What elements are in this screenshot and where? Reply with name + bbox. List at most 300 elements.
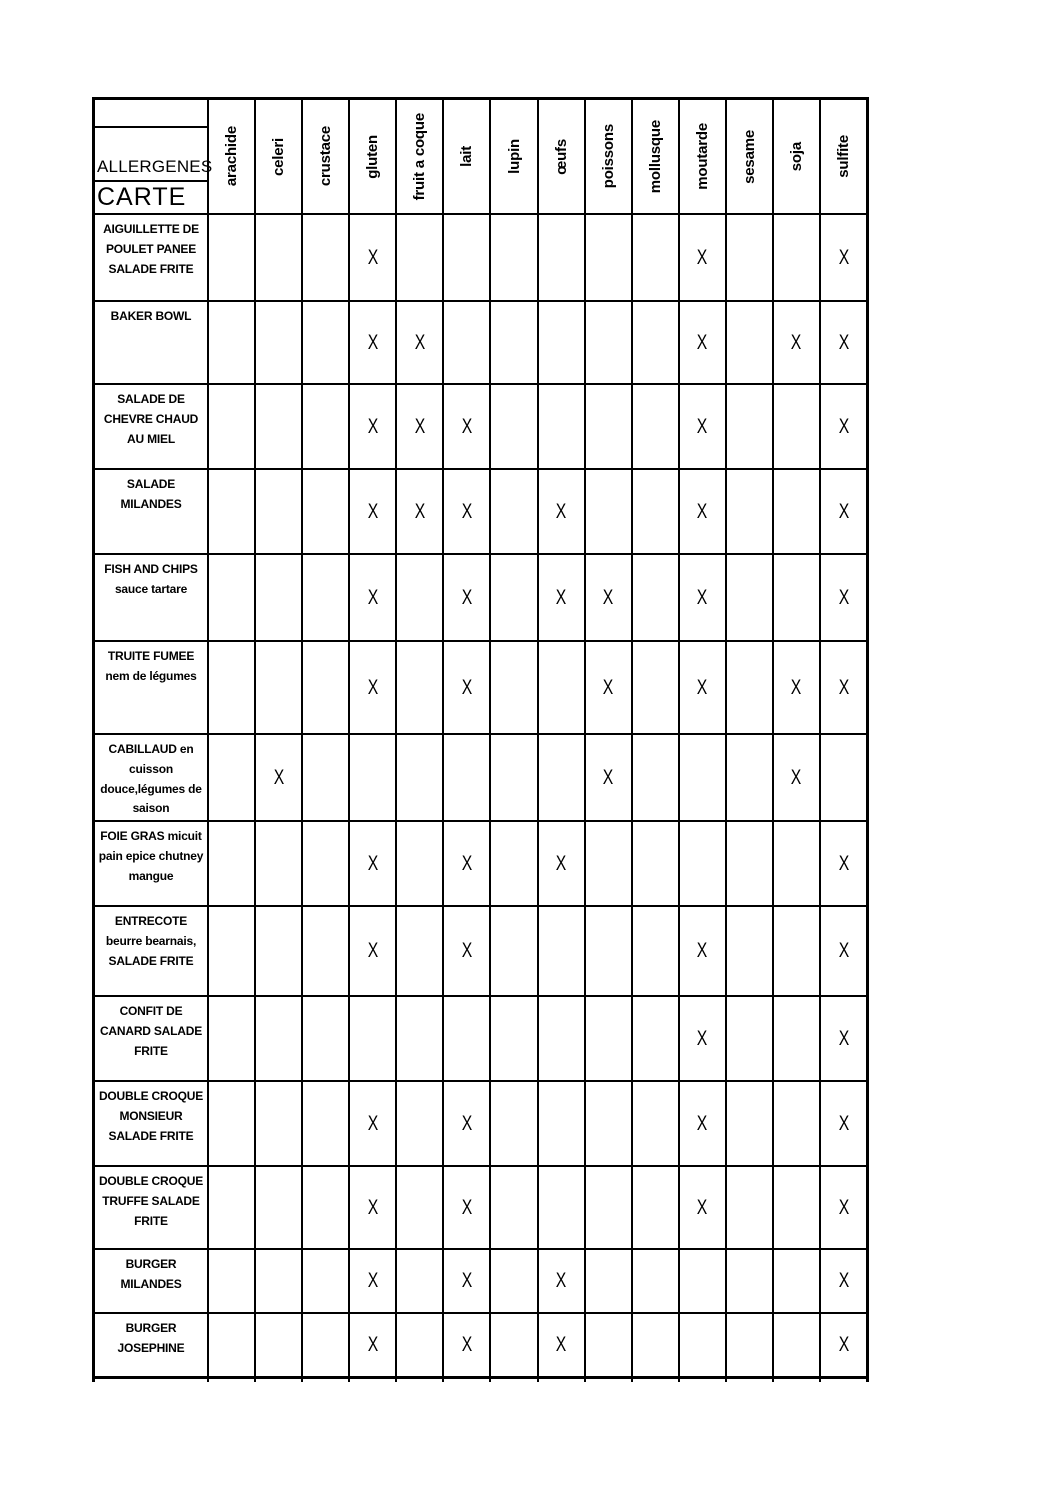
empty-mark-cell — [537, 1082, 584, 1165]
allergen-mark-cell-sulfite — [819, 907, 866, 995]
empty-mark-cell — [207, 1082, 254, 1165]
allergen-mark-cell-gluten — [348, 555, 395, 640]
dish-row-cabillaud-en-cuisson-douce-leg — [95, 733, 866, 820]
dish-row-salade-de-chevre-chaud-au-miel — [95, 383, 866, 468]
allergen-mark-cell-sulfite — [819, 555, 866, 640]
dish-row-burger-josephine — [95, 1312, 866, 1376]
empty-mark-cell — [725, 642, 772, 733]
column-header-crustace — [301, 100, 348, 213]
empty-mark-cell — [207, 1250, 254, 1312]
empty-mark-cell — [772, 1314, 819, 1376]
empty-mark-cell — [584, 215, 631, 300]
x-mark: X — [555, 499, 567, 523]
allergen-mark-cell-moutarde — [678, 470, 725, 553]
allergen-mark-cell-sulfite — [819, 642, 866, 733]
allergen-mark-cell-sulfite — [819, 997, 866, 1080]
stub-cell — [819, 1379, 866, 1382]
x-mark: X — [414, 330, 426, 354]
allergen-mark-cell-oeufs — [537, 1250, 584, 1312]
empty-mark-cell — [537, 997, 584, 1080]
dish-name: TRUITE FUMEE nem de légumes — [105, 649, 197, 683]
partial-cutoff-row — [95, 1376, 866, 1382]
allergen-mark-cell-oeufs — [537, 555, 584, 640]
column-header-celeri — [254, 100, 301, 213]
empty-mark-cell — [254, 555, 301, 640]
stub-cell — [301, 1379, 348, 1382]
x-mark: X — [838, 414, 849, 438]
x-mark: X — [838, 1111, 849, 1135]
column-header-label: sesame — [740, 129, 758, 184]
dish-row-double-croque-monsieur-salade- — [95, 1080, 866, 1165]
empty-mark-cell — [678, 1250, 725, 1312]
dish-name: DOUBLE CROQUE MONSIEUR SALADE FRITE — [98, 1089, 204, 1143]
x-mark: X — [697, 1195, 708, 1219]
empty-mark-cell — [631, 555, 678, 640]
x-mark: X — [838, 1026, 849, 1050]
x-mark: X — [697, 939, 708, 962]
x-mark: X — [838, 1269, 849, 1292]
dish-name: FOIE GRAS micuit pain epice chutney mangue — [98, 829, 204, 883]
empty-mark-cell — [301, 215, 348, 300]
empty-mark-cell — [207, 997, 254, 1080]
x-mark: X — [461, 851, 473, 875]
column-header-sesame — [725, 100, 772, 213]
x-mark: X — [555, 1269, 567, 1292]
allergen-mark-cell-lait — [442, 1082, 489, 1165]
allergen-mark-cell-oeufs — [537, 822, 584, 905]
allergen-mark-cell-lait — [442, 907, 489, 995]
dish-row-baker-bowl — [95, 300, 866, 383]
empty-mark-cell — [489, 215, 536, 300]
x-mark: X — [697, 414, 708, 438]
empty-mark-cell — [395, 735, 442, 820]
allergen-mark-cell-sulfite — [819, 1082, 866, 1165]
allergen-mark-cell-moutarde — [678, 1167, 725, 1248]
dish-name: SALADE MILANDES — [120, 477, 182, 511]
x-mark: X — [602, 765, 614, 789]
allergen-mark-cell-oeufs — [537, 1314, 584, 1376]
column-header-gluten — [348, 100, 395, 213]
empty-mark-cell — [254, 385, 301, 468]
empty-mark-cell — [348, 997, 395, 1080]
empty-mark-cell — [207, 735, 254, 820]
stub-cell — [395, 1379, 442, 1382]
empty-mark-cell — [537, 642, 584, 733]
allergen-mark-cell-lait — [442, 822, 489, 905]
empty-mark-cell — [207, 385, 254, 468]
stub-cell — [442, 1379, 489, 1382]
empty-mark-cell — [537, 302, 584, 383]
empty-mark-cell — [537, 215, 584, 300]
table-title-allergenes: ALLERGENES — [95, 128, 207, 182]
empty-mark-cell — [442, 302, 489, 383]
x-mark: X — [461, 499, 473, 523]
empty-mark-cell — [395, 642, 442, 733]
empty-mark-cell — [395, 1167, 442, 1248]
dish-name: BURGER MILANDES — [120, 1257, 182, 1291]
dish-row-burger-milandes — [95, 1248, 866, 1312]
empty-mark-cell — [725, 385, 772, 468]
allergen-mark-cell-gluten — [348, 215, 395, 300]
x-mark: X — [273, 765, 284, 789]
empty-mark-cell — [442, 735, 489, 820]
empty-mark-cell — [254, 1250, 301, 1312]
allergen-mark-cell-moutarde — [678, 642, 725, 733]
empty-mark-cell — [631, 907, 678, 995]
empty-mark-cell — [631, 642, 678, 733]
x-mark: X — [838, 939, 849, 962]
allergen-mark-cell-fruit-a-coque — [395, 470, 442, 553]
empty-mark-cell — [301, 997, 348, 1080]
empty-mark-cell — [631, 735, 678, 820]
empty-mark-cell — [725, 1167, 772, 1248]
x-mark: X — [838, 1333, 849, 1356]
x-mark: X — [791, 330, 802, 354]
dish-name: ENTRECOTE beurre bearnais, SALADE FRITE — [105, 914, 197, 968]
allergen-mark-cell-sulfite — [819, 302, 866, 383]
x-mark: X — [602, 585, 614, 609]
column-header-lupin — [489, 100, 536, 213]
empty-mark-cell — [301, 302, 348, 383]
empty-mark-cell — [584, 907, 631, 995]
allergen-mark-cell-lait — [442, 1167, 489, 1248]
empty-mark-cell — [301, 1167, 348, 1248]
empty-mark-cell — [631, 470, 678, 553]
x-mark: X — [697, 675, 708, 699]
empty-mark-cell — [537, 735, 584, 820]
empty-mark-cell — [301, 642, 348, 733]
empty-mark-cell — [489, 1314, 536, 1376]
x-mark: X — [697, 585, 708, 609]
column-header-lait — [442, 100, 489, 213]
empty-mark-cell — [489, 735, 536, 820]
empty-mark-cell — [348, 735, 395, 820]
allergen-mark-cell-celeri — [254, 735, 301, 820]
x-mark: X — [697, 330, 708, 354]
allergen-table — [92, 97, 869, 1382]
x-mark: X — [555, 1333, 567, 1356]
allergen-mark-cell-gluten — [348, 302, 395, 383]
allergen-mark-cell-sulfite — [819, 470, 866, 553]
empty-mark-cell — [489, 822, 536, 905]
column-header-label: sulfite — [835, 135, 853, 178]
dish-row-aiguillette-de-poulet-panee-sa — [95, 213, 866, 300]
allergen-mark-cell-fruit-a-coque — [395, 302, 442, 383]
column-header-label: arachide — [223, 126, 241, 187]
empty-mark-cell — [678, 735, 725, 820]
allergen-mark-cell-gluten — [348, 642, 395, 733]
empty-mark-cell — [207, 1167, 254, 1248]
empty-mark-cell — [584, 385, 631, 468]
empty-mark-cell — [631, 1314, 678, 1376]
table-header-row — [95, 100, 866, 213]
allergen-mark-cell-soja — [772, 302, 819, 383]
empty-mark-cell — [631, 997, 678, 1080]
column-header-label: œufs — [552, 138, 570, 175]
allergen-mark-cell-lait — [442, 385, 489, 468]
column-header-poissons — [584, 100, 631, 213]
empty-mark-cell — [301, 1082, 348, 1165]
allergen-mark-cell-sulfite — [819, 1314, 866, 1376]
empty-mark-cell — [254, 997, 301, 1080]
stub-cell — [207, 1379, 254, 1382]
dish-row-confit-de-canard-salade-frite — [95, 995, 866, 1080]
empty-mark-cell — [442, 997, 489, 1080]
dish-row-double-croque-truffe-salade-fr — [95, 1165, 866, 1248]
empty-mark-cell — [489, 1167, 536, 1248]
column-header-label: lait — [458, 146, 476, 167]
empty-mark-cell — [301, 907, 348, 995]
dish-name: DOUBLE CROQUE TRUFFE SALADE FRITE — [98, 1174, 204, 1228]
allergen-mark-cell-moutarde — [678, 907, 725, 995]
dish-name: AIGUILLETTE DE POULET PANEE SALADE FRITE — [103, 222, 199, 276]
column-header-arachide — [207, 100, 254, 213]
x-mark: X — [461, 585, 473, 609]
allergen-mark-cell-lait — [442, 1314, 489, 1376]
column-header-sulfite — [819, 100, 866, 213]
column-header-label: mollusque — [646, 119, 664, 194]
dish-name: CABILLAUD en cuisson douce,légumes de saison — [100, 742, 202, 816]
allergen-mark-cell-gluten — [348, 822, 395, 905]
column-header-label: gluten — [364, 134, 382, 179]
empty-mark-cell — [819, 735, 866, 820]
allergen-mark-cell-poissons — [584, 555, 631, 640]
empty-mark-cell — [584, 470, 631, 553]
column-header-mollusque — [631, 100, 678, 213]
column-header-oeufs — [537, 100, 584, 213]
empty-mark-cell — [584, 1314, 631, 1376]
dish-name: FISH AND CHIPS sauce tartare — [104, 562, 198, 596]
x-mark: X — [461, 675, 473, 699]
x-mark: X — [838, 675, 849, 699]
x-mark: X — [367, 1269, 379, 1292]
x-mark: X — [838, 851, 849, 875]
column-header-label: lupin — [505, 139, 523, 174]
allergen-mark-cell-gluten — [348, 385, 395, 468]
empty-mark-cell — [254, 215, 301, 300]
dish-name: CONFIT DE CANARD SALADE FRITE — [99, 1004, 203, 1058]
empty-mark-cell — [725, 1250, 772, 1312]
empty-mark-cell — [395, 215, 442, 300]
empty-mark-cell — [537, 1167, 584, 1248]
allergen-mark-cell-gluten — [348, 1082, 395, 1165]
empty-mark-cell — [395, 907, 442, 995]
stub-cell — [95, 1379, 207, 1382]
stub-cell — [537, 1379, 584, 1382]
empty-mark-cell — [395, 1250, 442, 1312]
x-mark: X — [367, 851, 379, 875]
x-mark: X — [367, 1111, 379, 1135]
empty-mark-cell — [584, 1167, 631, 1248]
dish-name: SALADE DE CHEVRE CHAUD AU MIEL — [103, 392, 199, 446]
column-header-label: moutarde — [693, 123, 711, 190]
empty-mark-cell — [207, 822, 254, 905]
empty-mark-cell — [207, 642, 254, 733]
x-mark: X — [791, 675, 802, 699]
empty-mark-cell — [772, 470, 819, 553]
empty-mark-cell — [772, 997, 819, 1080]
empty-mark-cell — [301, 1314, 348, 1376]
empty-mark-cell — [584, 302, 631, 383]
empty-mark-cell — [489, 555, 536, 640]
allergen-mark-cell-sulfite — [819, 1250, 866, 1312]
x-mark: X — [367, 1195, 379, 1219]
empty-mark-cell — [489, 1250, 536, 1312]
empty-mark-cell — [725, 1082, 772, 1165]
x-mark: X — [838, 499, 849, 523]
x-mark: X — [461, 1269, 473, 1292]
allergen-mark-cell-gluten — [348, 1314, 395, 1376]
table-title-carte: CARTE — [97, 183, 187, 211]
dish-name: BAKER BOWL — [110, 309, 192, 323]
empty-mark-cell — [772, 1167, 819, 1248]
empty-mark-cell — [301, 385, 348, 468]
empty-mark-cell — [772, 215, 819, 300]
empty-mark-cell — [678, 822, 725, 905]
allergen-mark-cell-moutarde — [678, 302, 725, 383]
empty-mark-cell — [678, 1314, 725, 1376]
empty-mark-cell — [207, 1314, 254, 1376]
allergen-mark-cell-lait — [442, 642, 489, 733]
column-header-soja — [772, 100, 819, 213]
empty-mark-cell — [254, 1314, 301, 1376]
empty-mark-cell — [772, 1082, 819, 1165]
empty-mark-cell — [254, 470, 301, 553]
allergen-mark-cell-lait — [442, 1250, 489, 1312]
x-mark: X — [461, 939, 473, 962]
x-mark: X — [414, 499, 426, 523]
stub-cell — [584, 1379, 631, 1382]
empty-mark-cell — [301, 1250, 348, 1312]
empty-mark-cell — [254, 302, 301, 383]
allergen-mark-cell-lait — [442, 470, 489, 553]
empty-mark-cell — [631, 1250, 678, 1312]
allergen-mark-cell-moutarde — [678, 997, 725, 1080]
empty-mark-cell — [772, 1250, 819, 1312]
allergen-mark-cell-moutarde — [678, 215, 725, 300]
empty-mark-cell — [301, 735, 348, 820]
empty-mark-cell — [537, 907, 584, 995]
empty-mark-cell — [395, 1082, 442, 1165]
x-mark: X — [367, 330, 379, 354]
empty-mark-cell — [301, 555, 348, 640]
x-mark: X — [461, 1195, 473, 1219]
empty-mark-cell — [772, 822, 819, 905]
dish-row-salade-milandes — [95, 468, 866, 553]
x-mark: X — [461, 1111, 473, 1135]
empty-mark-cell — [584, 822, 631, 905]
column-header-label: celeri — [270, 137, 288, 176]
stub-cell — [631, 1379, 678, 1382]
empty-mark-cell — [207, 907, 254, 995]
x-mark: X — [367, 414, 379, 438]
x-mark: X — [697, 1026, 708, 1050]
empty-mark-cell — [584, 997, 631, 1080]
x-mark: X — [838, 1195, 849, 1219]
stub-cell — [772, 1379, 819, 1382]
allergen-mark-cell-poissons — [584, 642, 631, 733]
empty-mark-cell — [395, 822, 442, 905]
empty-mark-cell — [584, 1082, 631, 1165]
empty-mark-cell — [395, 1314, 442, 1376]
stub-cell — [678, 1379, 725, 1382]
column-header-label: soja — [787, 141, 805, 172]
empty-mark-cell — [254, 907, 301, 995]
empty-mark-cell — [772, 385, 819, 468]
x-mark: X — [791, 765, 802, 789]
dish-row-fish-and-chips-sauce-tartare — [95, 553, 866, 640]
empty-mark-cell — [631, 1082, 678, 1165]
allergen-mark-cell-gluten — [348, 1250, 395, 1312]
empty-mark-cell — [631, 302, 678, 383]
allergen-mark-cell-moutarde — [678, 385, 725, 468]
x-mark: X — [461, 414, 473, 438]
x-mark: X — [697, 245, 708, 269]
empty-mark-cell — [254, 1082, 301, 1165]
empty-mark-cell — [537, 385, 584, 468]
x-mark: X — [602, 675, 614, 699]
empty-mark-cell — [254, 1167, 301, 1248]
empty-mark-cell — [725, 1314, 772, 1376]
allergen-mark-cell-sulfite — [819, 822, 866, 905]
allergen-mark-cell-gluten — [348, 907, 395, 995]
empty-mark-cell — [489, 642, 536, 733]
empty-mark-cell — [207, 470, 254, 553]
empty-mark-cell — [489, 907, 536, 995]
column-header-fruit-a-coque — [395, 100, 442, 213]
empty-mark-cell — [725, 907, 772, 995]
x-mark: X — [367, 939, 379, 962]
empty-mark-cell — [207, 555, 254, 640]
x-mark: X — [697, 499, 708, 523]
allergen-mark-cell-moutarde — [678, 555, 725, 640]
x-mark: X — [697, 1111, 708, 1135]
x-mark: X — [555, 851, 567, 875]
x-mark: X — [461, 1333, 473, 1356]
dish-row-truite-fumee-nem-de-legumes — [95, 640, 866, 733]
x-mark: X — [367, 1333, 379, 1356]
stub-cell — [725, 1379, 772, 1382]
empty-mark-cell — [772, 555, 819, 640]
empty-mark-cell — [254, 642, 301, 733]
table-body — [95, 213, 866, 1376]
x-mark: X — [555, 585, 567, 609]
empty-mark-cell — [772, 907, 819, 995]
allergen-mark-cell-gluten — [348, 470, 395, 553]
empty-mark-cell — [725, 735, 772, 820]
column-header-label: crustace — [317, 126, 335, 187]
empty-mark-cell — [631, 822, 678, 905]
x-mark: X — [367, 245, 379, 269]
empty-mark-cell — [725, 555, 772, 640]
empty-mark-cell — [725, 470, 772, 553]
column-header-moutarde — [678, 100, 725, 213]
empty-mark-cell — [725, 215, 772, 300]
empty-mark-cell — [301, 822, 348, 905]
allergen-mark-cell-fruit-a-coque — [395, 385, 442, 468]
empty-mark-cell — [584, 1250, 631, 1312]
x-mark: X — [838, 585, 849, 609]
allergen-mark-cell-moutarde — [678, 1082, 725, 1165]
empty-mark-cell — [725, 822, 772, 905]
allergen-mark-cell-gluten — [348, 1167, 395, 1248]
allergen-mark-cell-lait — [442, 555, 489, 640]
empty-mark-cell — [207, 302, 254, 383]
x-mark: X — [838, 330, 849, 354]
empty-mark-cell — [442, 215, 489, 300]
empty-mark-cell — [489, 302, 536, 383]
allergen-mark-cell-oeufs — [537, 470, 584, 553]
